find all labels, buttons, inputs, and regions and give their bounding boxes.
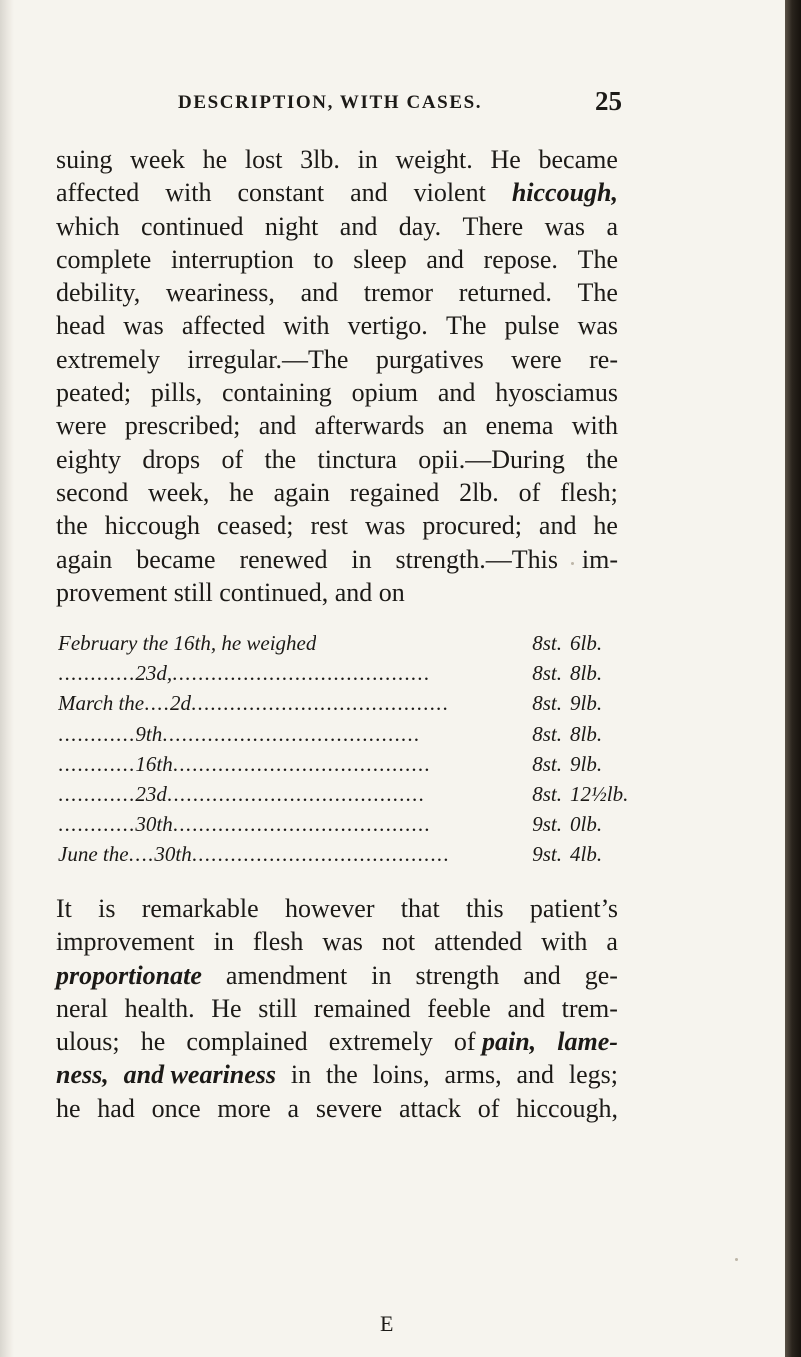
date-cell: February the 16th, he weighed [58, 631, 317, 655]
word: and [300, 278, 339, 308]
word: weariness, [165, 278, 275, 308]
pound-cell: 0lb. [570, 812, 603, 837]
word: complained [186, 1027, 308, 1057]
word: debility, [56, 278, 141, 308]
word: night [264, 211, 319, 241]
word: had [97, 1093, 135, 1123]
word: health. [124, 993, 195, 1023]
text-line [56, 276, 618, 309]
signature-mark: E [380, 1311, 394, 1336]
paragraph-2 [56, 892, 618, 1125]
weights-table [58, 628, 629, 870]
word: opii.—During [418, 444, 565, 474]
word: interruption [170, 244, 294, 274]
text-line [56, 309, 618, 342]
word: day. [398, 211, 442, 241]
word: provement [56, 577, 174, 607]
word: amendment [225, 960, 348, 990]
word: returned. [458, 278, 552, 308]
word: were [56, 411, 107, 441]
word: with [571, 411, 618, 441]
stone-cell: 9st. [532, 842, 562, 867]
pound-cell: 8lb. [570, 721, 603, 746]
word: ge- [584, 960, 618, 990]
word: He [490, 145, 521, 174]
word: with [165, 178, 212, 208]
word: became [136, 544, 216, 574]
word: hyosciamus [495, 378, 618, 408]
word: he [56, 1093, 81, 1123]
stone-cell: 8st. [532, 751, 562, 776]
text-line [56, 476, 618, 509]
word: flesh; [560, 477, 618, 507]
text-line [56, 409, 618, 442]
date-cell: ............30th........................................ [58, 812, 431, 837]
word: attended [434, 927, 523, 957]
word: he [593, 511, 618, 541]
stone-cell: 8st. [532, 721, 562, 746]
word: again [56, 544, 113, 574]
pound-cell: 12½lb. [570, 781, 629, 806]
date-cell: June the....30th........................................ [58, 842, 450, 867]
word: still [173, 577, 220, 607]
word: hiccough, [516, 1093, 618, 1123]
word: on [378, 577, 405, 607]
word: lame- [557, 1027, 618, 1057]
word: pulse [504, 311, 560, 341]
word: still [258, 993, 298, 1023]
word: hiccough, [511, 178, 618, 208]
text-line [56, 1025, 618, 1058]
word: was [364, 511, 406, 541]
word: a [606, 927, 618, 957]
word: and [523, 960, 561, 990]
word: tinctura [317, 444, 397, 474]
text-line [56, 143, 618, 176]
paper-speck [735, 1258, 738, 1261]
word: feeble [427, 993, 491, 1023]
word: the [264, 444, 297, 474]
text-line [56, 543, 618, 576]
word: is [98, 894, 116, 923]
stone-cell: 8st. [532, 691, 562, 716]
text-line [56, 1092, 618, 1125]
word: not [381, 927, 416, 957]
word: and [334, 577, 379, 607]
page-number: 25 [595, 86, 622, 116]
word: pills, [150, 378, 203, 408]
paper-speck [571, 562, 574, 565]
word: of [518, 477, 541, 507]
word: and [516, 1060, 554, 1090]
word: purgatives [375, 344, 484, 374]
word: enema [485, 411, 554, 441]
word: trem- [561, 993, 618, 1023]
text-line [56, 959, 618, 992]
word: violent [413, 178, 486, 208]
running-header [178, 86, 622, 122]
word: regained [349, 477, 440, 507]
word: The [577, 244, 618, 274]
word: The [445, 311, 487, 341]
stone-cell: 8st. [532, 631, 562, 655]
word: and weariness [123, 1060, 277, 1090]
word: in [290, 1060, 312, 1090]
word: and [339, 211, 378, 241]
word: week [130, 145, 185, 174]
word: extremely [328, 1027, 433, 1057]
word: afterwards [314, 411, 425, 441]
book-spine-edge [785, 0, 801, 1357]
word: once [151, 1093, 201, 1123]
word: he [229, 477, 254, 507]
word: he [202, 145, 228, 174]
word: neral [56, 993, 108, 1023]
word: and [426, 244, 464, 274]
word: flesh [252, 927, 304, 957]
text-line [56, 576, 618, 609]
word: sleep [353, 244, 407, 274]
text-line [56, 443, 618, 476]
word: a [606, 211, 618, 241]
word: which [56, 211, 120, 241]
word: peated; [56, 378, 132, 408]
word: with [541, 927, 588, 957]
word: were [511, 344, 562, 374]
word: improvement [56, 927, 195, 957]
word: proportionate [56, 960, 202, 990]
word: of pain, [453, 1027, 537, 1057]
word: lost [244, 145, 283, 174]
word: opium [351, 378, 419, 408]
word: im- [581, 544, 618, 574]
word: the [586, 444, 618, 474]
word: affected [56, 178, 140, 208]
text-line [56, 509, 618, 542]
word: in [371, 960, 392, 990]
word: eighty [56, 444, 121, 474]
word: more [217, 1093, 271, 1123]
table-row [58, 688, 618, 718]
word: was [322, 927, 363, 957]
text-line [56, 343, 618, 376]
text-line [56, 176, 618, 209]
table-row [58, 839, 618, 869]
word: weight. [395, 145, 473, 174]
word: remained [313, 993, 411, 1023]
word: repose. [483, 244, 558, 274]
table-row [58, 809, 618, 839]
word: however [284, 894, 375, 923]
word: He [211, 993, 242, 1023]
word: an [442, 411, 468, 441]
word: was [123, 311, 164, 341]
word: renewed [239, 544, 328, 574]
word: second [56, 477, 129, 507]
word: week, [148, 477, 210, 507]
word: with [283, 311, 330, 341]
word: 3lb. [300, 145, 340, 174]
stone-cell: 8st. [532, 661, 562, 686]
word: legs; [568, 1060, 618, 1090]
word: hiccough [104, 511, 201, 541]
word: of [221, 444, 244, 474]
text-line [56, 992, 618, 1025]
word: and [437, 378, 476, 408]
word: became [538, 145, 618, 174]
text-line [56, 376, 618, 409]
text-line [56, 243, 618, 276]
word: the [325, 1060, 358, 1090]
word: was [577, 311, 618, 341]
word: in [213, 927, 234, 957]
text-line [56, 925, 618, 958]
word: The [577, 278, 618, 308]
text-line [56, 1058, 618, 1091]
word: procured; [422, 511, 522, 541]
word: re- [589, 344, 618, 374]
table-row [58, 719, 618, 749]
word: severe [315, 1093, 383, 1123]
word: was [544, 211, 586, 241]
word: that [400, 894, 440, 923]
stone-cell: 9st. [532, 812, 562, 837]
word: ness, [56, 1060, 109, 1090]
word: There [462, 211, 524, 241]
date-cell: ............9th........................................ [58, 721, 421, 746]
word: ceased; [216, 511, 294, 541]
word: strength [415, 960, 500, 990]
word: arms, [444, 1060, 502, 1090]
table-row [58, 628, 618, 658]
word: continued [140, 211, 244, 241]
word: prescribed; [124, 411, 241, 441]
word: ulous; [56, 1027, 120, 1057]
word: It [56, 894, 72, 923]
word: 2lb. [459, 477, 499, 507]
word: loins, [372, 1060, 430, 1090]
word: this [466, 894, 504, 923]
word: of [477, 1093, 500, 1123]
word: complete [56, 244, 152, 274]
word: and [507, 993, 545, 1023]
text-line [56, 892, 618, 925]
word: in [357, 145, 378, 174]
word: to [313, 244, 334, 274]
table-row [58, 779, 629, 809]
date-cell: ............23d........................................ [58, 781, 425, 806]
pound-cell: 9lb. [570, 691, 603, 716]
word: continued, [219, 577, 335, 607]
word: a [287, 1093, 300, 1123]
word: rest [310, 511, 348, 541]
word: constant [237, 178, 325, 208]
word: the [56, 511, 88, 541]
word: and [538, 511, 577, 541]
word: patient’s [529, 894, 618, 923]
date-cell: ............16th........................................ [58, 751, 431, 776]
table-row [58, 658, 618, 688]
word: suing [56, 145, 113, 174]
pound-cell: 4lb. [570, 842, 603, 867]
word: head [56, 311, 106, 341]
paragraph-1 [56, 143, 618, 609]
word: and [350, 178, 388, 208]
date-cell: March the....2d........................................ [58, 691, 449, 716]
pound-cell: 8lb. [570, 661, 603, 686]
word: affected [181, 311, 266, 341]
stone-cell: 8st. [532, 781, 562, 806]
table-row [58, 749, 618, 779]
running-title: DESCRIPTION, WITH CASES. [178, 92, 483, 113]
word: vertigo. [347, 311, 428, 341]
word: irregular.—The [187, 344, 349, 374]
text-line [56, 210, 618, 243]
word: extremely [56, 344, 160, 374]
pound-cell: 9lb. [570, 751, 603, 776]
word: tremor [363, 278, 434, 308]
word: attack [398, 1093, 462, 1123]
word: and [258, 411, 297, 441]
word: he [140, 1027, 166, 1057]
word: strength.—This [395, 544, 558, 574]
pound-cell: 6lb. [570, 631, 603, 655]
word: again [273, 477, 330, 507]
date-cell: ............23d,........................................ [58, 661, 431, 686]
word: drops [142, 444, 201, 474]
word: remarkable [141, 894, 259, 923]
word: in [351, 544, 372, 574]
word: containing [222, 378, 332, 408]
